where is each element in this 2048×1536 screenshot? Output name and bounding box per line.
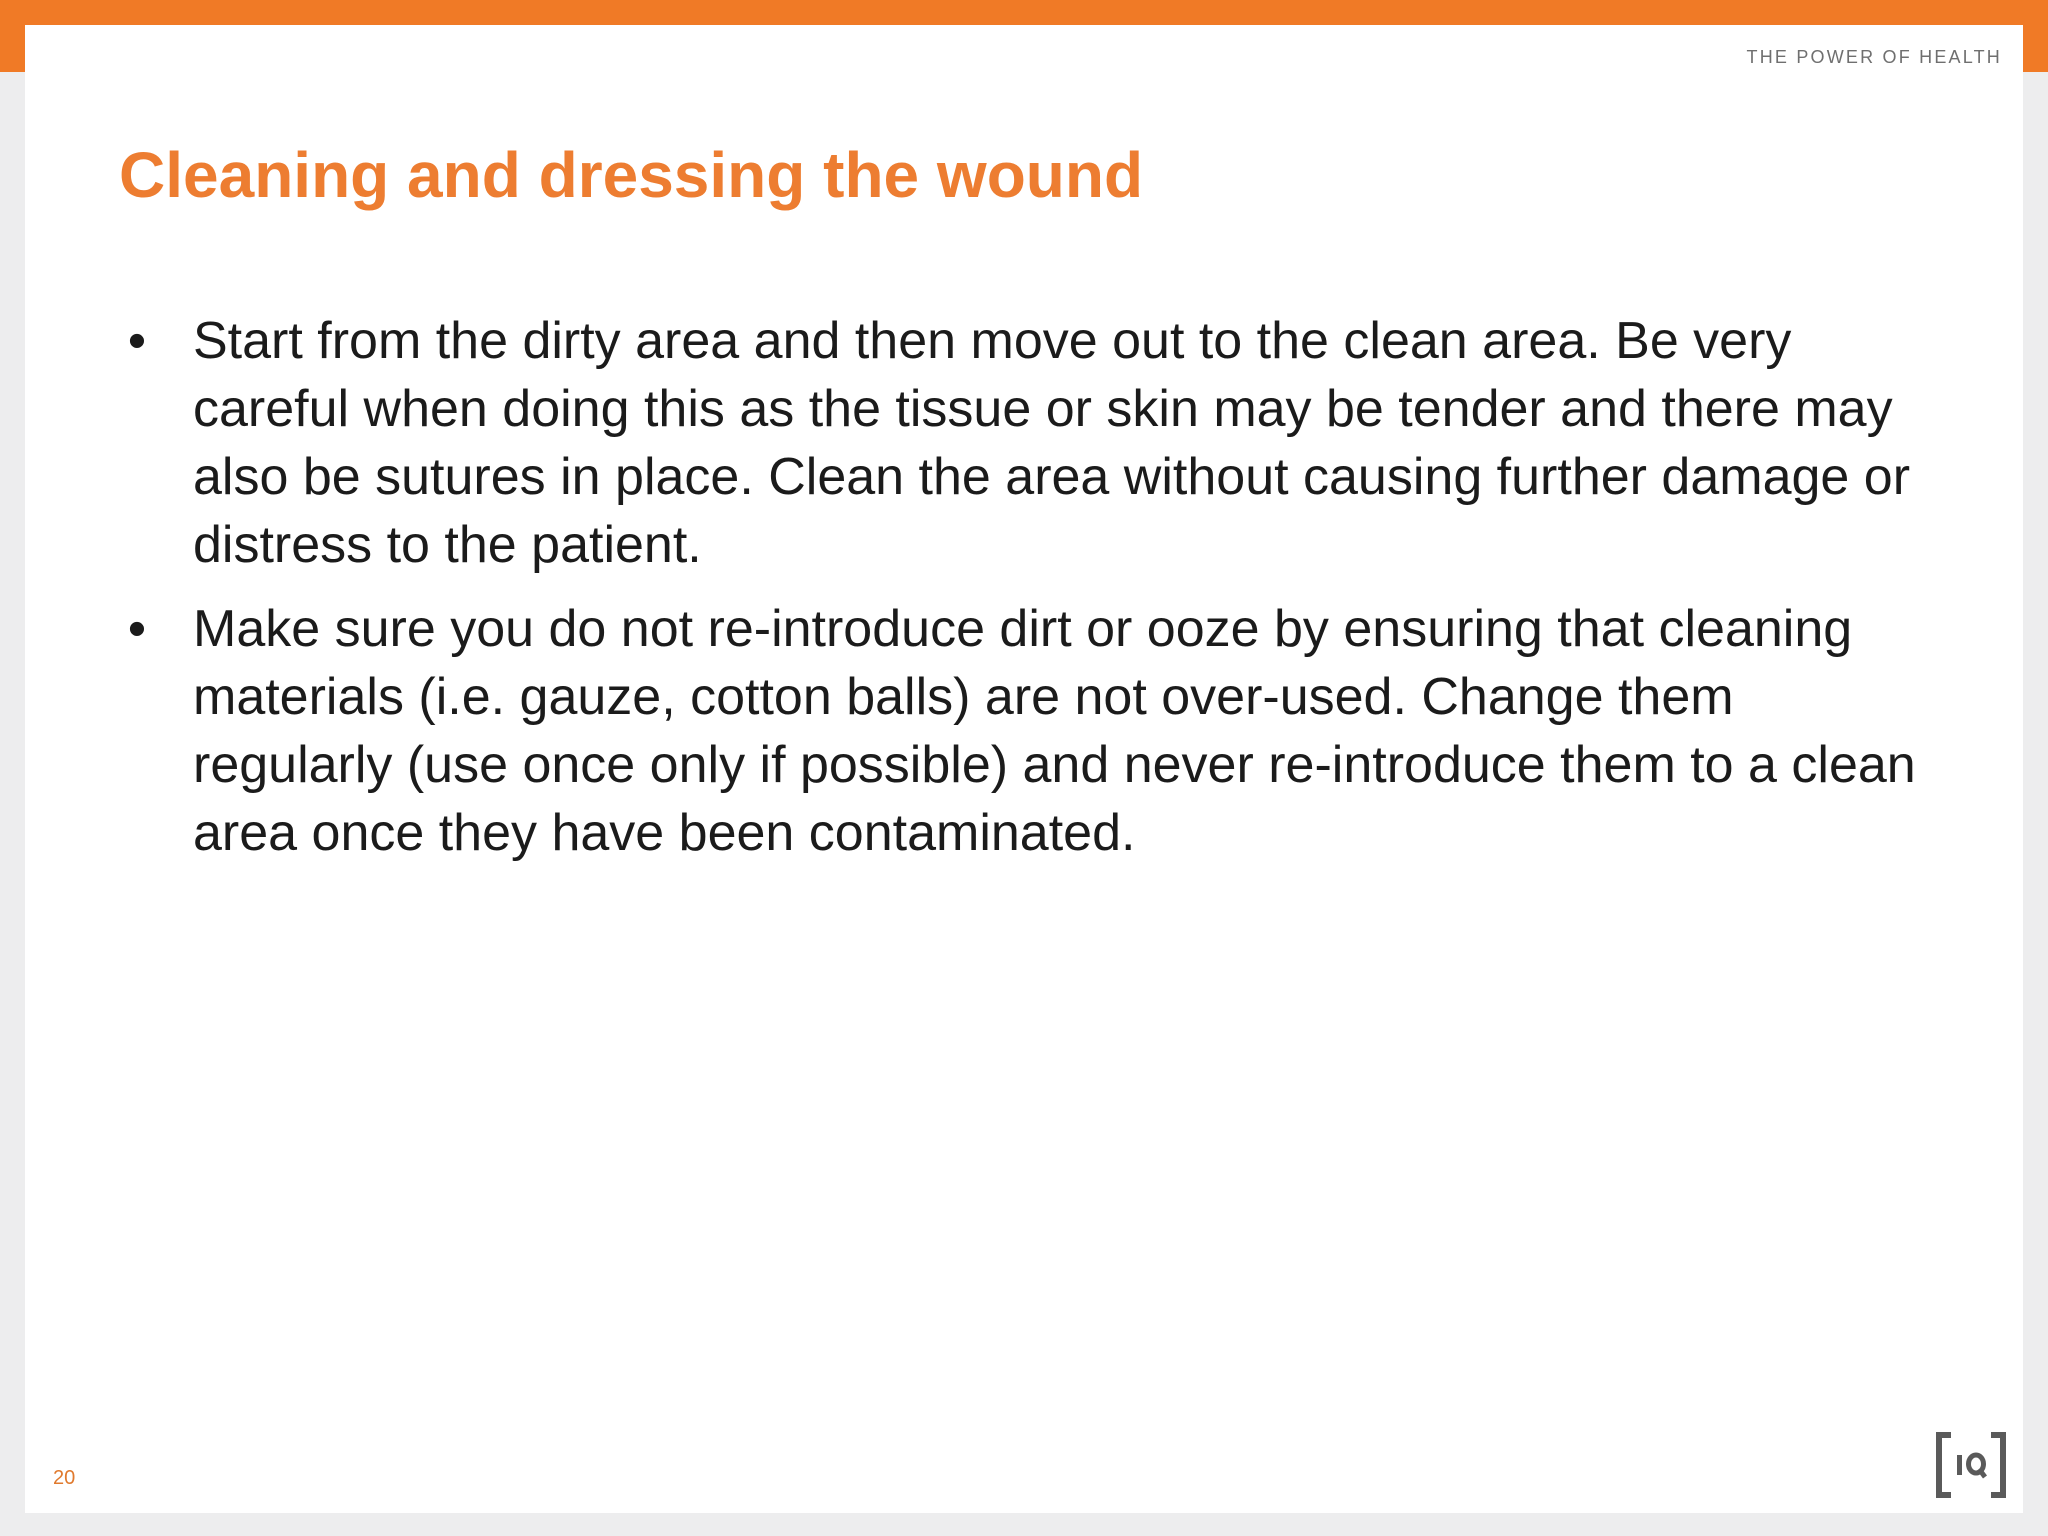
bullet-item (25, 307, 1943, 579)
slide-canvas (25, 25, 2023, 1513)
tagline: THE POWER OF HEALTH (1746, 47, 2002, 67)
bullet-icon: • (127, 312, 147, 370)
bullet-text: Make sure you do not re-introduce dirt or ooze by ensuring that cleaning materials (i.e. gauze, cotton balls) are not over-used. Change them regularly (use once only if possible) and never re-introduce them to a clean area once they have been contaminated. (193, 600, 1916, 862)
page-number: 20 (53, 1467, 76, 1489)
slide-title: Cleaning and dressing the wound (119, 139, 1144, 211)
iq-bracket-logo-icon (1935, 1431, 2007, 1499)
bullet-text: Start from the dirty area and then move out to the clean area. Be very careful when doing this as the tissue or skin may be tender and there may also be sutures in place. Clean the area without causing further damage or distress to the patient. (193, 312, 1911, 574)
bullet-list (25, 307, 2023, 883)
bullet-icon: • (127, 600, 147, 658)
bullet-item (25, 595, 1943, 867)
